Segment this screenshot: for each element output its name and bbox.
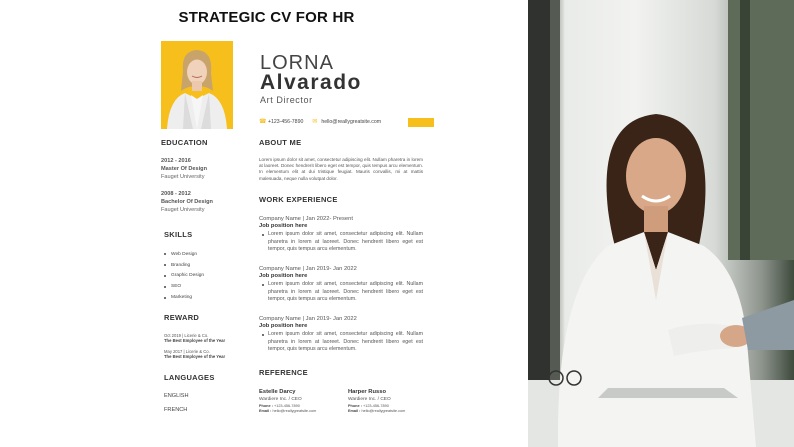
education-school: Fauget University <box>161 207 205 213</box>
job-company: Company Name | Jan 2019- Jan 2022 <box>259 266 357 272</box>
education-school: Fauget University <box>161 174 205 180</box>
education-entry <box>161 190 241 214</box>
reference-email: hello@reallygreatsite.com <box>272 409 317 413</box>
skill-item: SEO <box>164 281 204 292</box>
accent-bar <box>408 118 434 127</box>
education-degree: Bachelor Of Design <box>161 199 213 205</box>
contact-phone: +123-456-7890 <box>268 119 304 125</box>
reference-org: Wardiere Inc. / CEO <box>348 397 391 402</box>
reward-date: May 2017 | Licerie & Co. <box>164 349 210 354</box>
reward-heading: REWARD <box>164 313 200 322</box>
profile-photo <box>161 41 233 129</box>
job-description: Lorem ipsum dolor sit amet, consectetur adipiscing elit. Nullam pharetra in lorem at laoreet. Donec hendrerit libero eget est tempor, quis tempus arcu elementum. <box>268 331 423 353</box>
education-entry <box>161 157 241 181</box>
reference-org: Wardiere Inc. / CEO <box>259 397 302 402</box>
reference-phone: +123-456-7890 <box>273 404 300 408</box>
reference-name: Estelle Darcy <box>259 389 296 395</box>
education-degree: Master Of Design <box>161 166 208 172</box>
education-years: 2012 - 2016 <box>161 158 191 164</box>
education-heading: EDUCATION <box>161 138 208 147</box>
skills-heading: SKILLS <box>164 230 193 239</box>
profile-portrait-illustration <box>161 41 233 129</box>
email-icon: ✉ <box>312 119 318 125</box>
job-company: Company Name | Jan 2022- Present <box>259 216 353 222</box>
reference-email: hello@reallygreatsite.com <box>361 409 406 413</box>
reference-person: Estelle Darcy Wardiere Inc. / CEO Phone : +123-456-7890 Email : hello@reallygreatsite.com <box>259 388 349 414</box>
reward-title: The Best Employee of the Year <box>164 338 226 344</box>
job-company: Company Name | Jan 2019- Jan 2022 <box>259 316 357 322</box>
skill-item: Web Design <box>164 249 204 260</box>
reference-phone: +123-456-7890 <box>362 404 389 408</box>
work-experience-heading: WORK EXPERIENCE <box>259 195 338 204</box>
about-heading: ABOUT ME <box>259 138 302 147</box>
job-description: Lorem ipsum dolor sit amet, consectetur adipiscing elit. Nullam pharetra in lorem at laoreet. Donec hendrerit libero eget est tempor, quis tempus arcu elementum. <box>268 281 423 303</box>
reward-date: Oct 2019 | Licerie & Co. <box>164 333 209 338</box>
job-entry <box>259 315 423 354</box>
first-name: LORNA <box>260 52 334 74</box>
skill-item: Marketing <box>164 292 204 303</box>
reference-heading: REFERENCE <box>259 368 308 377</box>
reward-title: The Best Employee of the Year <box>164 354 226 360</box>
last-name: Alvarado <box>260 71 362 94</box>
reward-entry <box>164 349 244 360</box>
contact-email: hello@reallygreatsite.com <box>321 119 382 125</box>
reference-name: Harper Russo <box>348 389 387 395</box>
job-role: Art Director <box>260 95 313 105</box>
handshake-scene-illustration <box>528 0 794 447</box>
languages-heading: LANGUAGES <box>164 373 215 382</box>
language-item: FRENCH <box>164 407 188 413</box>
job-description: Lorem ipsum dolor sit amet, consectetur adipiscing elit. Nullam pharetra in lorem at laoreet. Donec hendrerit libero eget est tempor, quis tempus arcu elementum. <box>268 231 423 253</box>
education-years: 2008 - 2012 <box>161 191 191 197</box>
job-position: Job position here <box>259 273 308 279</box>
about-text: Lorem ipsum dolor sit amet, consectetur adipiscing elit. Nullam pharetra in lorem at laoreet. Donec hendrerit libero eget est tempor, quis tempus arcu elementum. In elementum elit at dui tristique feugiat. Mauris convallis, mi at mattis malesuada, neque nulla volutpat dolor. <box>259 157 423 181</box>
interview-photo <box>528 0 794 447</box>
skill-item: Graphic Design <box>164 271 204 282</box>
job-entry <box>259 265 423 304</box>
job-position: Job position here <box>259 223 308 229</box>
page-title: STRATEGIC CV FOR HR <box>178 9 355 26</box>
language-item: ENGLISH <box>164 393 189 399</box>
job-entry <box>259 215 423 254</box>
reference-person: Harper Russo Wardiere Inc. / CEO Phone : +123-456-7890 Email : hello@reallygreatsite.com <box>348 388 438 414</box>
job-position: Job position here <box>259 323 308 329</box>
contact-row <box>259 119 381 125</box>
skills-list <box>164 249 204 303</box>
phone-icon: ☎ <box>259 119 267 125</box>
reward-entry <box>164 333 244 344</box>
skill-item: Branding <box>164 260 204 271</box>
